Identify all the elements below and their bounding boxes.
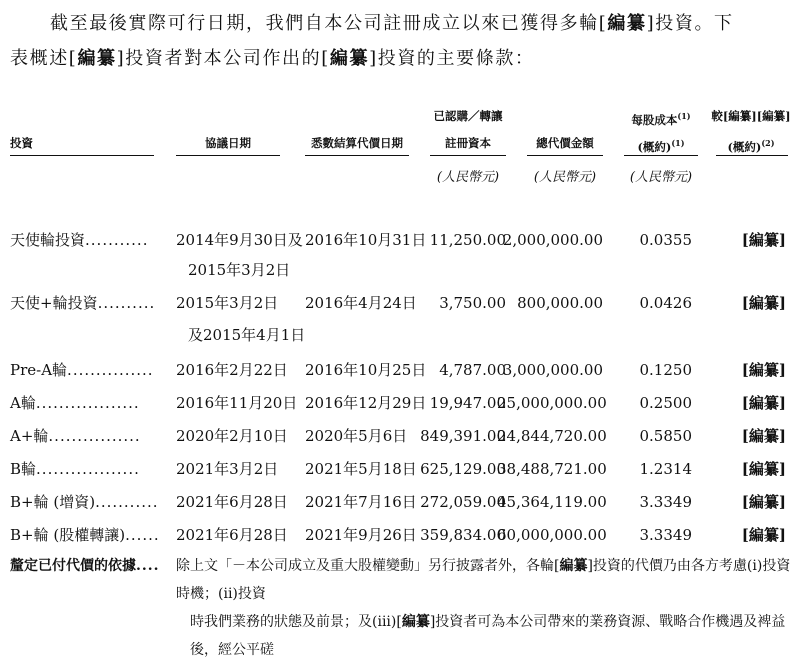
row-discount: [編纂]	[741, 361, 786, 379]
row-consideration: 800,000.00	[517, 294, 603, 312]
row-agreement-date: 2021年6月28日	[176, 493, 288, 511]
header-underline	[527, 155, 603, 156]
row-cost: 0.5850	[639, 427, 692, 445]
row-settlement-date: 2021年5月18日	[305, 460, 417, 478]
row-consideration: 38,488,721.00	[497, 460, 607, 478]
basis-text-line-2: 時我們業務的狀態及前景；及(iii)[編纂]投資者可為本公司帶來的業務資源、戰略合作機遇及裨益後，經公平磋	[190, 614, 786, 658]
row-capital: 11,250.00	[429, 231, 506, 249]
row-discount: [編纂]	[741, 231, 786, 249]
row-capital: 849,391.00	[420, 427, 506, 445]
header-underline	[305, 155, 409, 156]
row-settlement-date: 2016年10月31日	[305, 231, 427, 249]
row-investment-name: A輪..................	[10, 394, 140, 412]
row-discount: [編纂]	[741, 294, 786, 312]
row-cost: 0.1250	[639, 361, 692, 379]
header-cost-1: 每股成本$^{(1)}$	[631, 111, 691, 127]
row-capital: 272,059.00	[420, 493, 506, 511]
row-cost: 3.3349	[639, 493, 692, 511]
row-agreement-date: 2014年9月30日及	[176, 231, 303, 249]
row-investment-name: B輪..................	[10, 460, 140, 478]
row-settlement-date: 2020年5月6日	[305, 427, 408, 445]
header-capital-1: 已認購／轉讓	[433, 109, 503, 123]
row-agreement-date: 2015年3月2日	[176, 294, 279, 312]
unit-cost: (人民幣元)	[629, 170, 693, 185]
header-capital-2: 註冊資本	[445, 136, 491, 150]
header-underline	[430, 155, 506, 156]
header-discount-1: 較[編纂][編纂]	[711, 109, 791, 123]
header-underline	[10, 155, 154, 156]
header-underline	[624, 155, 698, 156]
row-agreement-date: 2020年2月10日	[176, 427, 288, 445]
row-settlement-date: 2016年4月24日	[305, 294, 417, 312]
row-discount: [編纂]	[741, 427, 786, 445]
row-consideration: 24,844,720.00	[497, 427, 607, 445]
row-investment-name: 天使+輪投資..........	[10, 294, 156, 312]
row-consideration: 45,364,119.00	[497, 493, 607, 511]
intro-line-2: 表概述[編纂]投資者對本公司作出的[編纂]投資的主要條款：	[10, 48, 535, 69]
row-discount: [編纂]	[741, 526, 786, 544]
row-investment-name: Pre-A輪...............	[10, 361, 154, 379]
row-cost: 0.0355	[639, 231, 692, 249]
row-agreement-date-cont: 及2015年4月1日	[188, 326, 306, 344]
header-cost-2: (概約)$^{(1)}$	[637, 138, 685, 154]
row-agreement-date: 2021年3月2日	[176, 460, 279, 478]
unit-capital: (人民幣元)	[436, 170, 500, 185]
row-investment-name: A+輪................	[10, 427, 141, 445]
row-investment-name: 天使輪投資...........	[10, 231, 149, 249]
row-cost: 0.0426	[639, 294, 692, 312]
row-discount: [編纂]	[741, 394, 786, 412]
row-cost: 0.2500	[639, 394, 692, 412]
row-investment-name: B+輪 (增資)...........	[10, 493, 159, 511]
header-underline	[716, 155, 788, 156]
basis-label: 釐定已付代價的依據....	[10, 558, 160, 574]
row-agreement-date: 2021年6月28日	[176, 526, 288, 544]
row-settlement-date: 2021年7月16日	[305, 493, 417, 511]
row-discount: [編纂]	[741, 493, 786, 511]
row-capital: 625,129.00	[420, 460, 506, 478]
row-agreement-date: 2016年2月22日	[176, 361, 288, 379]
row-settlement-date: 2016年12月29日	[305, 394, 427, 412]
row-capital: 3,750.00	[439, 294, 506, 312]
basis-text	[176, 552, 792, 664]
row-capital: 359,834.00	[420, 526, 506, 544]
row-capital: 19,947.00	[429, 394, 506, 412]
row-consideration: 25,000,000.00	[497, 394, 607, 412]
intro-line-1: 截至最後實際可行日期，我們自本公司註冊成立以來已獲得多輪[編纂]投資。下	[50, 13, 734, 34]
row-consideration: 3,000,000.00	[502, 361, 603, 379]
row-settlement-date: 2021年9月26日	[305, 526, 417, 544]
header-settlement-date: 悉數結算代價日期	[311, 136, 403, 150]
row-settlement-date: 2016年10月25日	[305, 361, 427, 379]
header-discount-2: (概約)$^{(2)}$	[727, 138, 775, 154]
row-cost: 3.3349	[639, 526, 692, 544]
row-cost: 1.2314	[639, 460, 692, 478]
row-consideration: 60,000,000.00	[497, 526, 607, 544]
row-agreement-date: 2016年11月20日	[176, 394, 298, 412]
header-investment: 投資	[10, 136, 33, 150]
row-investment-name: B+輪 (股權轉讓)......	[10, 526, 160, 544]
row-discount: [編纂]	[741, 460, 786, 478]
intro-paragraph	[10, 6, 790, 76]
header-underline	[176, 155, 280, 156]
row-capital: 4,787.00	[439, 361, 506, 379]
header-total-consideration: 總代價金額	[536, 136, 594, 150]
header-agreement-date: 協議日期	[205, 136, 251, 150]
row-agreement-date-cont: 2015年3月2日	[188, 261, 291, 279]
unit-consideration: (人民幣元)	[533, 170, 597, 185]
basis-text-line-1: 除上文「－本公司成立及重大股權變動」另行披露者外，各輪[編纂]投資的代價乃由各方考慮(i)投資時機；(ii)投資	[176, 558, 791, 602]
row-consideration: 2,000,000.00	[502, 231, 603, 249]
